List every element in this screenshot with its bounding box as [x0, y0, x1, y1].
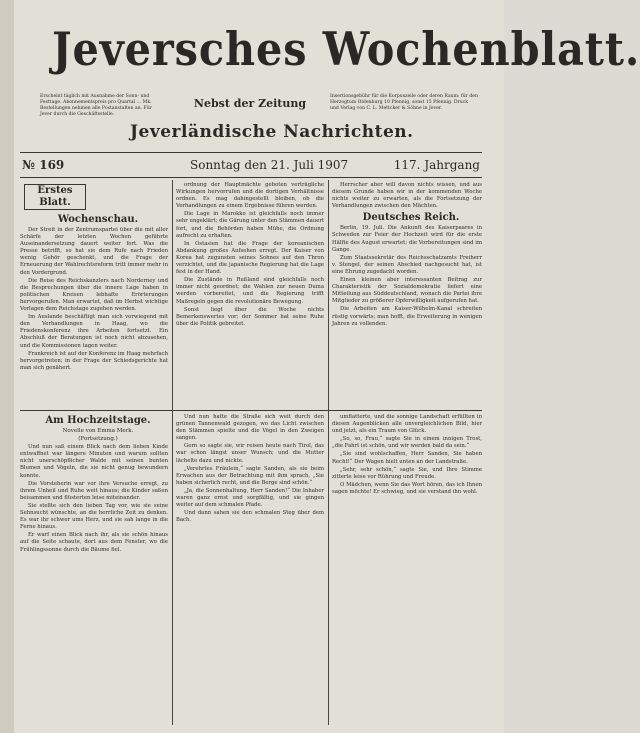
news-item: Zum Staatssekretär des Reichsschatzamts Freiherr v. Stengel, der seinen Abschied nachgesucht hat, ist eine Ehrung zugedacht worden. [332, 254, 482, 275]
column-divider-2 [328, 180, 329, 725]
paragraph: Und nun saß einem Blick nach dem lieben Kinde entwaffnet war längere Minuten und warum sollten nicht unerschöpflicher Walde mit seinen bunten Blumen und Vögeln, die sie nicht genug bewundern konnte. [20, 444, 168, 479]
dateline [20, 154, 482, 176]
paragraph: Die Vorsteherin war vor ihre Versuche erregt, zu ihrem Unheil und Ruhe weit hinaus; die Kinder saßen beisammen und flüsterten leise miteinander. [20, 480, 168, 501]
paragraph: „So, so, Frau,“ sagte Sie in einem innigen Trost, „die Fahrt ist schön, und wir werden bald da sein.“ [332, 436, 482, 450]
news-item: Einen kleinen aber interessanten Beitrag zur Charakteristik der Sozialdemokratie liefert eine Mitteilung aus Süddeutschland, wonach die Partei ihre Mitglieder zu größerer Opferwilligkeit aufgerufen hat. [332, 277, 482, 305]
paragraph: umflatterte, und die sonnige Landschaft erfüllten in diesen Augenblicken alle unvergleichlichen Bild, hier und jetzt, als ein Traum von Glück. [332, 414, 482, 435]
paragraph: Sonst liegt über die Woche nichts Bemerkenswertes vor; der Sommer hat seine Ruhe über die Politik gebreitet. [176, 306, 324, 327]
paragraph: Herrscher aber will davon nichts wissen, und aus diesem Grunde haben wir in der kommenden Woche nichts weiter zu erwarten, als die Fortsetzung der Verhandlungen zwischen den Mächten. [332, 182, 482, 210]
paragraph: „Ja, die Sonnenhaltung, Herr Sanden!“ Die Inhaber waren ganz ernst und sorgfältig, und sie gingen weiter auf dem schmalen Pfade. [176, 487, 324, 509]
header-rule-top [20, 152, 482, 153]
paragraph: Gern so sagte sie, wir reisen heute nach Tirol, das war schon längst unser Wunsch; und die Mutter lächelte dazu und nickte. [176, 443, 324, 464]
masthead-subtitle: Jeverländische Nachrichten. [130, 122, 414, 142]
paragraph: Die Lage in Marokko ist gleichfalls noch immer sehr ungeklärt; die Gärung unter den Stämmen dauert fort, und die Behörden haben Mühe, die Ordnung aufrecht zu erhalten. [176, 211, 324, 239]
paragraph: ordnung der Hauptmächte geboten verträgliche Wirkungen hervorrufen und die dortigen Verhältnisse ordnen. Es mag dahingestellt bleiben, ob die Verhandlungen zu einem Ergebnisse führen werden. [176, 182, 324, 210]
paragraph: Die Zustände in Rußland sind gleichfalls noch immer nicht geordnet; die Wahlen zur neuen Duma werden vorbereitet, und die Regierung trifft Maßregeln gegen die revolutionäre Bewegung. [176, 277, 324, 305]
novel-byline: Novelle von Emma Merk. [62, 428, 134, 434]
column-politics [176, 182, 324, 407]
advertising-notice: Insertionsgebühr für die Korpuszeile oder deren Raum: für den Herzogtum Oldenburg 10 Pfennig, sonst 15 Pfennig. Druck und Verlag von C. L. Mettcker & Söhne in Jever. [330, 94, 478, 111]
paragraph: „Verehrtes Fräulein,“ sagte Sanden, als sie beim Erwachen aus der Betrachtung mit ihm sprach, „Sie haben sicherlich recht, und die Berge sind schön.“ [176, 465, 324, 486]
continued-note: (Fortsetzung.) [78, 436, 118, 443]
novel-title: Am Hochzeitstage. [45, 415, 151, 426]
issue-number: № 169 [22, 158, 65, 172]
paragraph: O Mädchen, wenn Sie das Wort hören, das ich Ihnen sagen möchte! Er schwieg, und sie verstand ihn wohl. [332, 481, 482, 495]
news-item: Berlin, 19. Juli. Die Ankunft des Kaiserpaares in Schweden zur Feier der Hochzeit wird für die erste Hälfte des August erwartet; die Vorbereitungen sind im Gange. [332, 225, 482, 253]
paragraph: Er warf einen Blick nach ihr, als sie schön hinaus auf die Seite schaute, dort aus dem Fenster, wo die Frühlingssonne durch die Bäume fiel. [20, 532, 168, 553]
deutsches-reich-heading: Deutsches Reich. [362, 212, 460, 224]
page-edge [0, 0, 14, 733]
column-feuilleton-2 [176, 414, 324, 724]
paragraph: Frankreich ist auf der Konferenz im Haag mehrfach hervorgetreten; in der Frage der Schiedsgerichte hat man sich genähert. [20, 350, 168, 371]
paragraph: „Sehr, sehr schön,“ sagte Sie, und Ihre Stimme zitterte leise vor Rührung und Freude. [332, 466, 482, 480]
column-deutsches-reich [332, 182, 482, 407]
wochenschau-heading: Wochenschau. [57, 214, 139, 225]
supplement-note: Nebst der Zeitung [193, 97, 307, 110]
subscription-notice: Erscheint täglich mit Ausnahme der Sonn- und Festtage. Abonnementspreis pro Quartal … Mk. Bestellungen nehmen alle Postanstalten an. Für Jever durch die Geschäftsstelle. [40, 94, 152, 117]
paragraph: Der Streit in der Zentrumspartei über die mit aller Schärfe der letzten Wochen geführte Auseinandersetzung dauert weiter fort. Was die Presse betrifft, so hat sie dem Rufe nach Frieden wenig Gehör geschenkt, und die Frage der Erneuerung der Wahlrechtsreform tritt immer mehr in den Vordergrund. [20, 227, 168, 276]
masthead-title: Jeversches Wochenblatt. [52, 22, 640, 76]
issue-date: Sonntag den 21. Juli 1907 [190, 158, 349, 172]
paragraph: Die Reise des Reichskanzlers nach Norderney und die Besprechungen über die innere Lage haben in politischen Kreisen lebhafte Erörterungen hervorgerufen. Man erwartet, daß im Herbst wichtige Vorlagen dem Reichstage zugehen werden. [20, 277, 168, 313]
first-sheet-label: Erstes Blatt. [24, 184, 86, 210]
column-feuilleton-3 [332, 414, 482, 724]
column-feuilleton [20, 414, 168, 724]
paragraph: Und nun hatte die Straße sich weit durch den grünen Tannenwald gezogen, wo das Licht zwischen den Stämmen spielte und die Vögel in den Zweigen sangen. [176, 414, 324, 442]
paragraph: Und dann sahen sie den schmalen Steg über dem Bach. [176, 510, 324, 524]
header-rule-bottom [20, 177, 482, 178]
feuilleton-rule [20, 410, 482, 411]
column-divider-1 [172, 180, 173, 725]
paragraph: Im Auslande beschäftigt man sich vorwiegend mit den Verhandlungen in Haag, wo die Friedenskonferenz ihre Arbeiten fortsetzt. Ein Abschluß der Beratungen ist noch nicht abzusehen, und die Kommissionen tagen weiter. [20, 314, 168, 349]
paragraph: Sie stellte sich den lieben Tag vor, wie sie seine Sehnsucht wünschte, an die herrliche Zeit zu denken. Es war ihr schwer ums Herz, und sie sah lange in die Ferne hinaus. [20, 502, 168, 531]
paragraph: In Ostasien hat die Frage der koreanischen Abdankung großes Aufsehen erregt. Der Kaiser von Korea hat zugunsten seines Sohnes auf den Thron verzichtet, und die japanische Regierung hat die Lage fest in der Hand. [176, 240, 324, 276]
volume-number: 117. Jahrgang [393, 158, 480, 172]
paragraph: „Sie sind wohlschaffen, Herr Sanden, Sie haben Recht!“ Der Wagen hielt unten an der Landstraße. [332, 451, 482, 465]
news-item: Die Arbeiten am Kaiser-Wilhelm-Kanal schreiten rüstig vorwärts; man hofft, die Erweiterung in wenigen Jahren zu vollenden. [332, 306, 482, 327]
column-wochenschau [20, 182, 168, 407]
